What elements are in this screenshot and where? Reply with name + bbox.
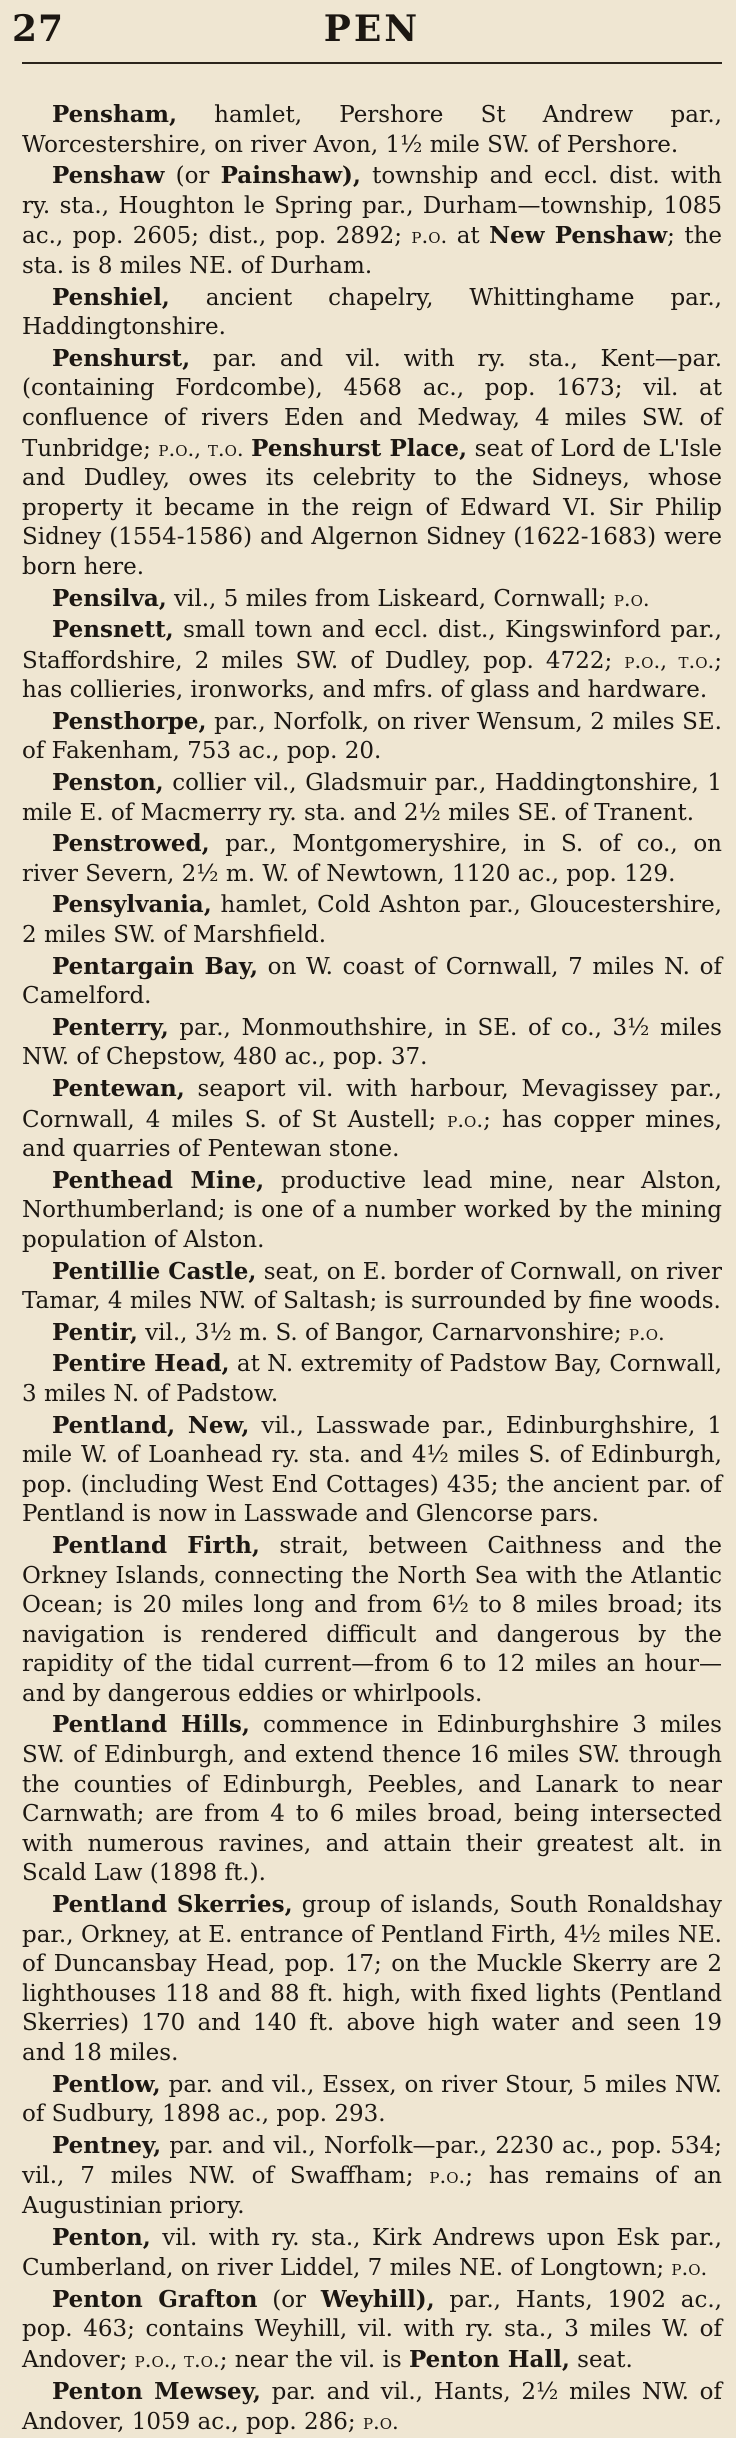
gazetteer-entry xyxy=(22,952,722,1012)
page-number: 27 xyxy=(12,8,65,50)
entry-headword: Pentewan, xyxy=(52,1075,185,1102)
entry-list xyxy=(22,64,722,2438)
entry-headword: Pentillie Castle, xyxy=(52,1257,257,1285)
entry-text: ; has collieries, ironworks, and mfrs. of glass and hardware. xyxy=(22,647,722,704)
gazetteer-entry xyxy=(22,1411,722,1530)
gazetteer-entry xyxy=(22,1318,722,1349)
entry-headword: Pensham, xyxy=(52,101,177,128)
entry-abbreviation: p.o. xyxy=(447,1106,484,1132)
entry-headword: Penterry, xyxy=(52,1013,169,1041)
gazetteer-entry xyxy=(22,615,722,706)
entry-text: par., Hants, 1902 ac., pop. 463; contains Weyhill, vil. with ry. sta., 3 miles W. of Andover; xyxy=(22,2286,722,2373)
entry-headword: Penton, xyxy=(52,2223,151,2251)
entry-headword: Painshaw), xyxy=(220,162,361,190)
entry-text: small town and eccl. dist., Kingswinford par., Staffordshire, 2 miles SW. of Dudley, pop. 4722; xyxy=(22,617,722,674)
entry-abbreviation: p.o., t.o. xyxy=(134,2346,220,2372)
gazetteer-entry xyxy=(22,1013,722,1073)
gazetteer-entry xyxy=(22,2131,722,2222)
entry-headword: Pentland Firth, xyxy=(52,1531,260,1559)
entry-headword: Penton Grafton xyxy=(52,2285,258,2313)
entry-text: (or xyxy=(257,2286,321,2313)
entry-headword: Penton Hall, xyxy=(408,2345,570,2373)
entry-headword: Pentir, xyxy=(52,1318,138,1346)
entry-text: at xyxy=(447,223,490,250)
entry-headword: Penshurst Place, xyxy=(251,434,468,462)
entry-headword: Pentney, xyxy=(52,2131,162,2159)
gazetteer-entry xyxy=(22,1257,722,1317)
gazetteer-entry xyxy=(22,1074,722,1165)
entry-text: township and eccl. dist. with ry. sta., Houghton le Spring par., Durham—township, 1085 ac., pop. 2605; dist., pop. 2892; xyxy=(22,163,722,250)
entry-text: par. and vil., Essex, on river Stour, 5 miles NW. of Sudbury, 1898 ac., pop. 293. xyxy=(22,2071,722,2128)
entry-headword: Pentlow, xyxy=(52,2070,161,2098)
entry-text: seat. xyxy=(569,2346,633,2373)
entry-headword: Penshaw xyxy=(52,162,165,190)
entry-text: group of islands, South Ronaldshay par., Orkney, at E. entrance of Pentland Firth, 4½ miles NE. of Duncansbay Head, pop. 17; on the Muckle Skerry are 2 lighthouses 118 and 88 ft. high, with fixed lights (Pentland Skerries) 170 and 140 ft. above high water and seen 19 and 18 miles. xyxy=(22,1892,722,2066)
gazetteer-entry xyxy=(22,890,722,950)
entry-headword: Pentargain Bay, xyxy=(52,952,258,980)
gazetteer-entry xyxy=(22,829,722,889)
entry-text: strait, between Caithness and the Orkney Islands, connecting the North Sea with the Atlantic Ocean; is 20 miles long and from 6½ to 8 miles broad; its navigation is rendered difficult and dangerous by the rapidity of the tidal current—from 6 to 12 miles an hour—and by dangerous eddies or whirlpools. xyxy=(22,1532,722,1707)
entry-text: vil. with ry. sta., Kirk Andrews upon Esk par., Cumberland, on river Liddel, 7 miles NE. of Longtown; xyxy=(22,2224,722,2282)
entry-text: (or xyxy=(164,163,221,190)
gazetteer-entry xyxy=(22,1531,722,1710)
gazetteer-entry xyxy=(22,2070,722,2130)
entry-abbreviation: p.o. xyxy=(362,2409,399,2435)
entry-headword: Pentland Hills, xyxy=(52,1711,250,1739)
gazetteer-entry xyxy=(22,707,722,767)
entry-text: at N. extremity of Padstow Bay, Cornwall, 3 miles N. of Padstow. xyxy=(22,1351,722,1407)
entry-text: par. and vil. with ry. sta., Kent—par. (containing Fordcombe), 4568 ac., pop. 1673; vil. at confluence of rivers Eden and Medway, 4 miles SW. of Tunbridge; xyxy=(22,345,722,462)
entry-headword: Weyhill), xyxy=(320,2285,435,2313)
entry-text: ; has copper mines, and quarries of Pentewan stone. xyxy=(22,1106,722,1163)
entry-headword: Pentire Head, xyxy=(52,1350,230,1378)
entry-text: seaport vil. with harbour, Mevagissey par., Cornwall, 4 miles S. of St Austell; xyxy=(22,1076,722,1133)
gazetteer-entry xyxy=(22,1710,722,1889)
entry-headword: Penshiel, xyxy=(52,283,170,311)
entry-headword: Pensilva, xyxy=(52,584,167,612)
entry-text: vil., 3½ m. S. of Bangor, Carnarvonshire; xyxy=(137,1319,629,1346)
entry-text: par., Montgomeryshire, in S. of co., on river Severn, 2½ m. W. of Newtown, 1120 ac., pop. 129. xyxy=(22,831,722,887)
gazetteer-entry xyxy=(22,100,722,160)
entry-text: ; the sta. is 8 miles NE. of Durham. xyxy=(22,223,723,279)
entry-text: on W. coast of Cornwall, 7 miles N. of Camelford. xyxy=(22,953,722,1010)
entry-headword: Penston, xyxy=(52,769,164,797)
entry-abbreviation: p.o., t.o. xyxy=(158,435,244,461)
gazetteer-entry xyxy=(22,584,722,615)
running-head: PEN xyxy=(323,8,421,50)
entry-headword: Pensylvania, xyxy=(52,891,212,919)
entry-text: seat of Lord de L'Isle and Dudley, owes its celebrity to the Sidneys, whose property it became in the reign of Edward VI. Sir Philip Sidney (1554-1586) and Algernon Sidney (1622-1683) were born here. xyxy=(22,435,722,580)
entry-text: par. and vil., Norfolk—par., 2230 ac., pop. 534; vil., 7 miles NW. of Swaffham; xyxy=(22,2132,722,2190)
entry-text: hamlet, Pershore St Andrew par., Worcestershire, on river Avon, 1½ mile SW. of Pershore. xyxy=(22,102,722,158)
entry-text: par. and vil., Hants, 2½ miles NW. of Andover, 1059 ac., pop. 286; xyxy=(22,2378,723,2436)
entry-text: productive lead mine, near Alston, Northumberland; is one of a number worked by the mining population of Alston. xyxy=(22,1167,722,1253)
gazetteer-entry xyxy=(22,2377,722,2438)
entry-text: seat, on E. border of Cornwall, on river Tamar, 4 miles NW. of Saltash; is surrounded by fine woods. xyxy=(22,1258,722,1315)
entry-text: ; has remains of an Augustinian priory. xyxy=(22,2163,722,2219)
entry-headword: Pensnett, xyxy=(52,616,174,644)
entry-headword: Pensthorpe, xyxy=(52,707,207,735)
entry-text: ; near the vil. is xyxy=(219,2346,409,2373)
entry-headword: Pentland Skerries, xyxy=(52,1891,293,1919)
entry-text: ancient chapelry, Whittinghame par., Haddingtonshire. xyxy=(22,284,722,341)
gazetteer-entry xyxy=(22,2223,722,2284)
entry-abbreviation: p.o. xyxy=(613,585,650,611)
entry-headword: Pentland, New, xyxy=(52,1411,250,1439)
entry-headword: Penthead Mine, xyxy=(52,1166,265,1194)
entry-abbreviation: p.o. xyxy=(411,223,448,249)
entry-text: hamlet, Cold Ashton par., Gloucestershire, 2 miles SW. of Marshfield. xyxy=(22,892,722,949)
page-header xyxy=(12,0,722,64)
entry-abbreviation: p.o., t.o. xyxy=(624,647,715,673)
entry-headword: Penshurst, xyxy=(52,344,191,372)
entry-abbreviation: p.o. xyxy=(429,2163,466,2189)
entry-headword: Penstrowed, xyxy=(52,830,210,858)
gazetteer-entry xyxy=(22,344,722,583)
entry-text: collier vil., Gladsmuir par., Haddingtonshire, 1 mile E. of Macmerry ry. sta. and 2½ miles SE. of Tranent. xyxy=(22,770,722,826)
entry-headword: New Penshaw xyxy=(489,222,668,250)
entry-text: commence in Edinburghshire 3 miles SW. of Edinburgh, and extend thence 16 miles SW. through the counties of Edinburgh, Peebles, and Lanark to near Carnwath; are from 4 to 6 miles broad, being intersected with numerous ravines, and attain their greatest alt. in Scald Law (1898 ft.). xyxy=(22,1712,722,1887)
gazetteer-entry xyxy=(22,1349,722,1409)
entry-text: par., Norfolk, on river Wensum, 2 miles SE. of Fakenham, 753 ac., pop. 20. xyxy=(22,708,722,765)
entry-abbreviation: p.o. xyxy=(671,2255,708,2281)
gazetteer-entry xyxy=(22,1890,722,2069)
entry-abbreviation: p.o. xyxy=(628,1319,665,1345)
entry-text xyxy=(244,436,252,462)
gazetteer-entry xyxy=(22,2285,722,2376)
gazetteer-entry xyxy=(22,768,722,828)
entry-text: vil., 5 miles from Liskeard, Cornwall; xyxy=(166,585,614,612)
entry-text: vil., Lasswade par., Edinburghshire, 1 mile W. of Loanhead ry. sta. and 4½ miles S. of Edinburgh, pop. (including West End Cottages) 435; the ancient par. of Pentland is now in Lasswade and Glencorse pars. xyxy=(22,1412,722,1528)
gazetteer-entry xyxy=(22,283,722,343)
gazetteer-entry xyxy=(22,161,722,281)
gazetteer-entry xyxy=(22,1166,722,1256)
entry-headword: Penton Mewsey, xyxy=(52,2377,261,2405)
entry-text: par., Monmouthshire, in SE. of co., 3½ miles NW. of Chepstow, 480 ac., pop. 37. xyxy=(22,1014,722,1071)
